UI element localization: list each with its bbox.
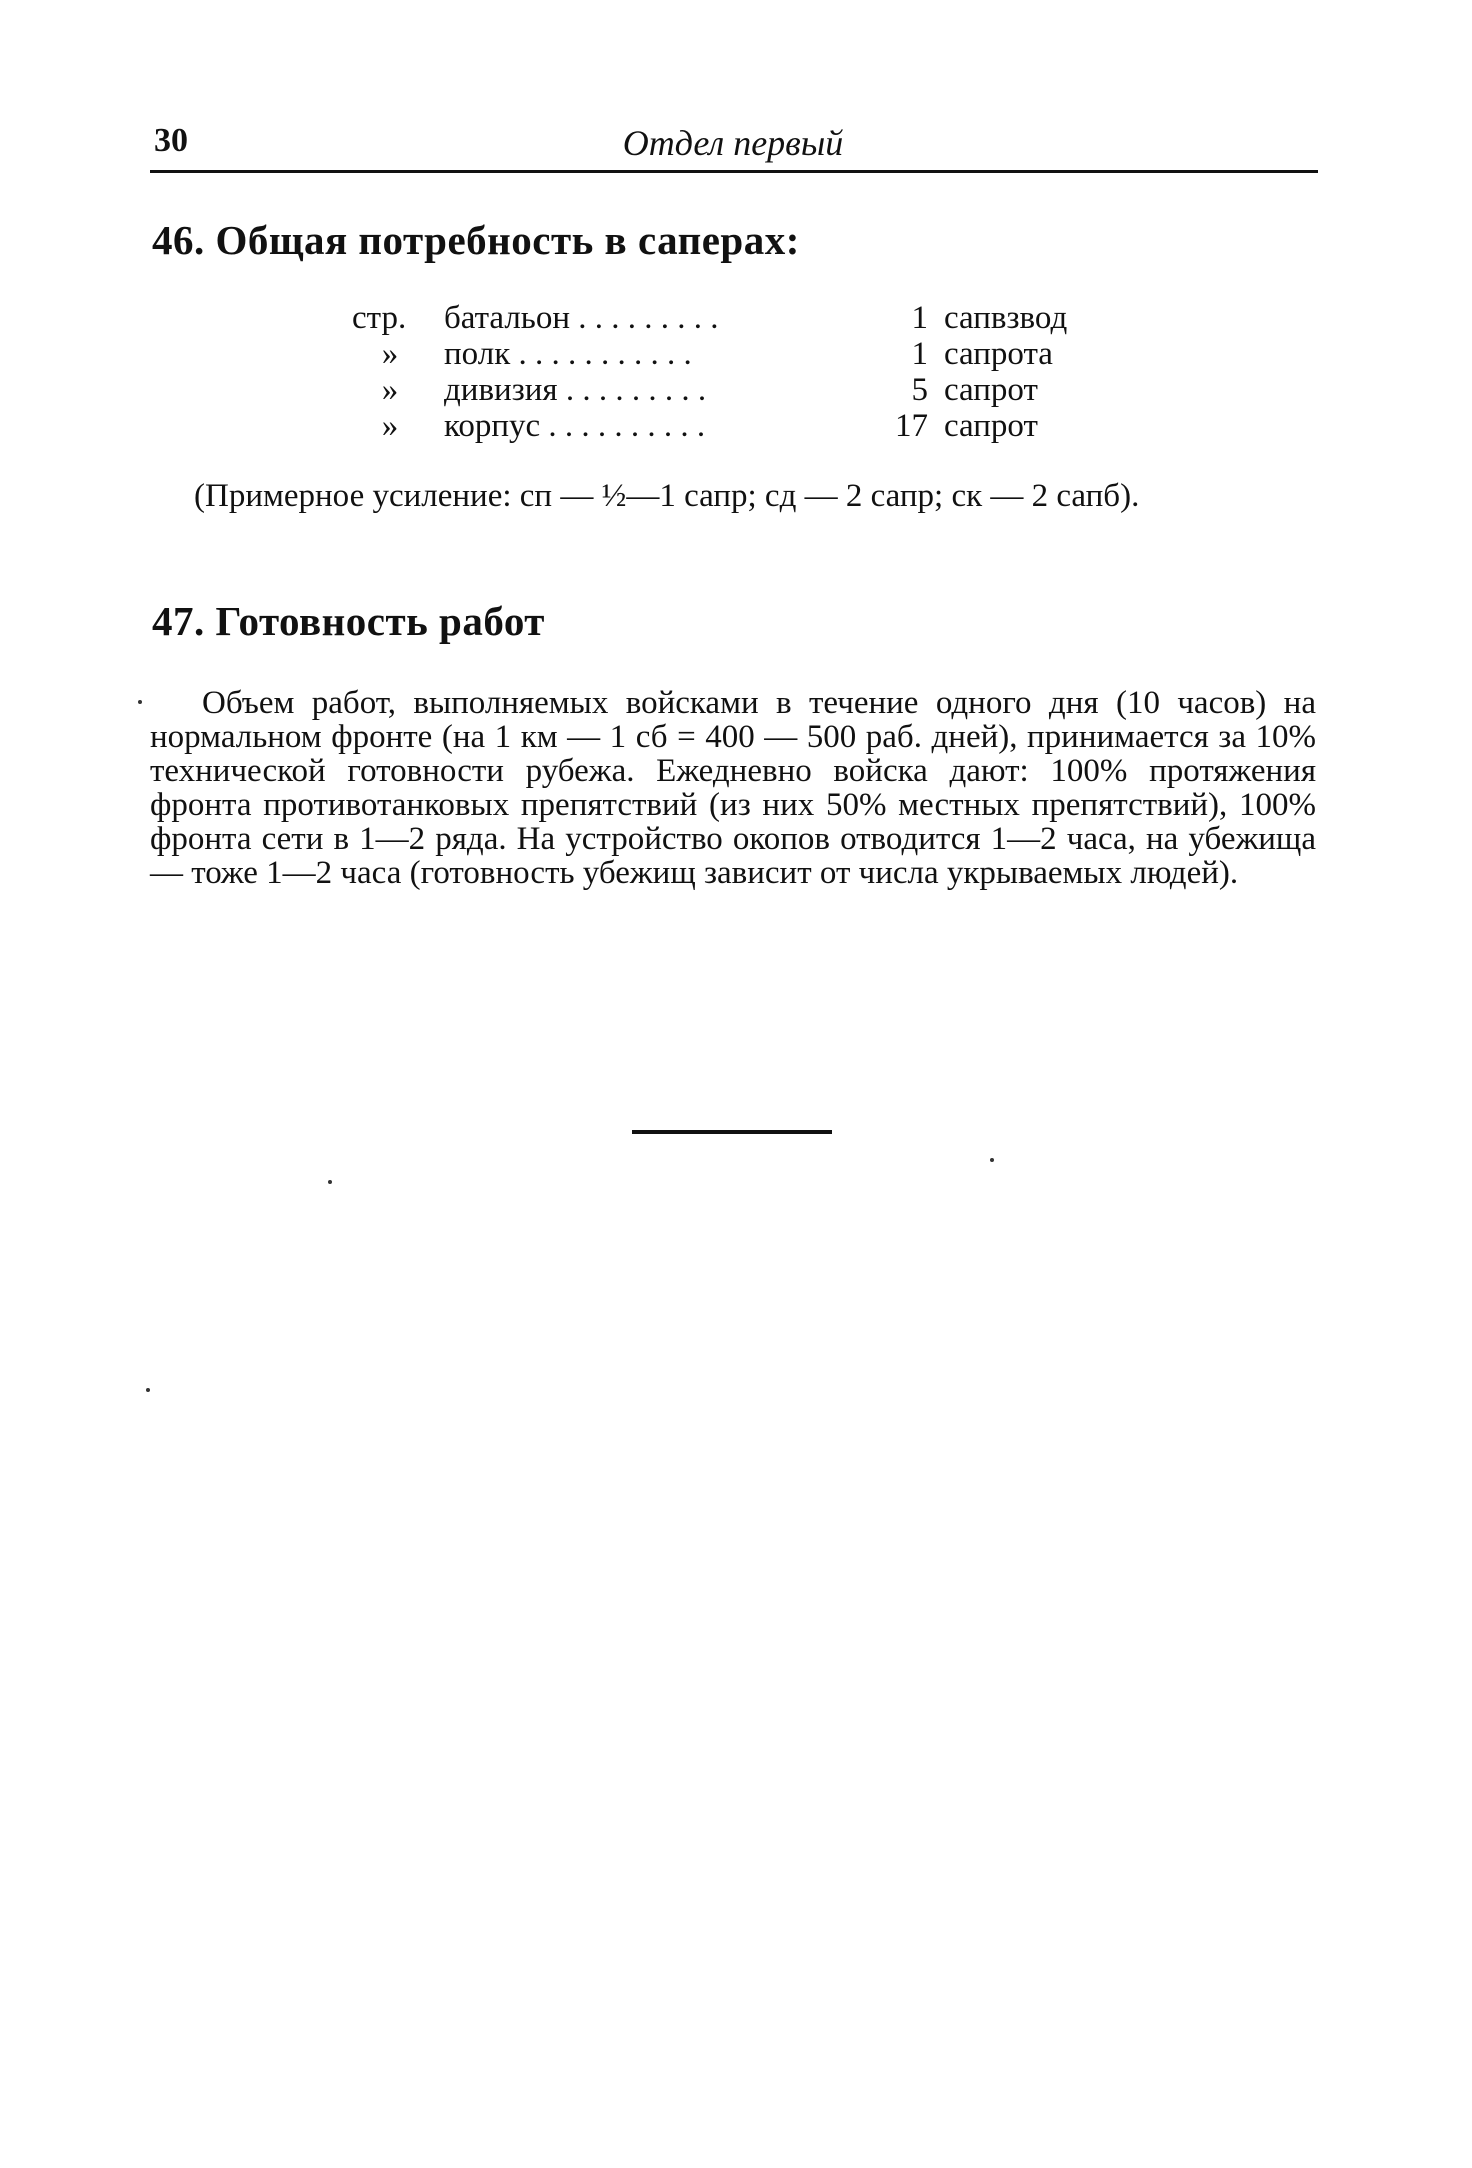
row-quantity: 1 [911, 336, 928, 372]
row-name: корпус . . . . . . . . . . [444, 408, 706, 444]
running-title: Отдел первый [622, 123, 844, 163]
print-speck [990, 1158, 994, 1162]
row-name: батальон . . . . . . . . . [444, 300, 719, 336]
section-47-paragraph: Объем работ, выполняемых войсками в течение одного дня (10 часов) на нормальном фронте (на 1 км — 1 сб = 400 — 500 раб. дней), принимается за 10% технической готовности рубежа. Ежедневно войска дают: 100% протяжения фронта противотанковых препятствий (из них 50% местных препятствий), 100% фронта сети в 1—2 ряда. На устройство окопов отводится 1—2 часа, на убежища — тоже 1—2 часа (готовность убежищ зависит от числа укрываемых людей). [150, 685, 1316, 891]
page-number: 30 [154, 122, 188, 159]
row-name: полк . . . . . . . . . . . [444, 336, 692, 372]
dot-leader: . . . . . . . . . . [540, 408, 706, 444]
dot-leader: . . . . . . . . . . . [510, 336, 692, 372]
row-unit: » [381, 372, 399, 408]
running-head [148, 118, 1318, 168]
row-quantity: 1 [911, 300, 928, 336]
row-quantity: 5 [911, 372, 928, 408]
row-name: дивизия . . . . . . . . . [444, 372, 707, 408]
reinforcement-note: (Примерное усиление: сп — ½—1 сапр; сд — 2 сапр; ск — 2 сапб). [194, 478, 1140, 514]
print-speck [146, 1388, 150, 1392]
dot-leader: . . . . . . . . . [557, 372, 707, 408]
row-unit: » [381, 336, 399, 372]
row-subunit: сапрота [944, 336, 1053, 372]
header-rule [150, 170, 1318, 173]
print-speck [328, 1180, 332, 1184]
row-subunit: сапрот [944, 372, 1038, 408]
section-46-heading: 46. Общая потребность в саперах: [152, 217, 800, 263]
row-quantity: 17 [895, 408, 928, 444]
row-unit: стр. [352, 300, 407, 336]
dot-leader: . . . . . . . . . [570, 300, 719, 336]
print-speck [138, 700, 142, 704]
row-unit: » [381, 408, 399, 444]
end-rule [632, 1130, 832, 1134]
row-subunit: сапрот [944, 408, 1038, 444]
section-47-heading: 47. Готовность работ [152, 598, 545, 644]
row-subunit: сапвзвод [944, 300, 1068, 336]
